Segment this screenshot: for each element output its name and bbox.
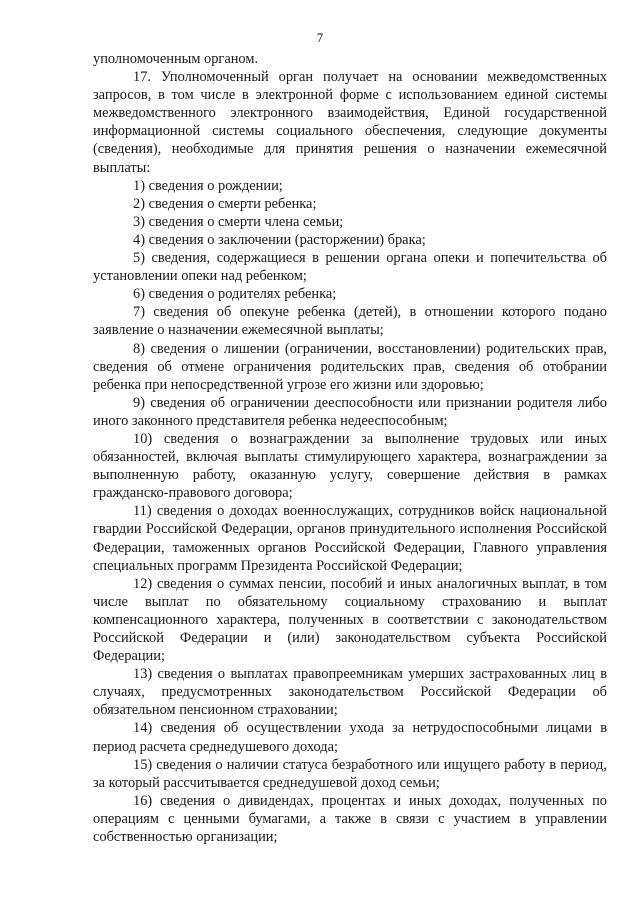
paragraph-item: 9) сведения об ограничении дееспособности или признании родителя либо иного законного представителя ребенка недееспособным; xyxy=(93,394,607,429)
paragraph-item: 12) сведения о суммах пенсии, пособий и иных аналогичных выплат, в том числе выплат по обязательному социальному страхованию и выплат компенсационного характера, полученных в соответствии с законодательством Российской Федерации и (или) законодательством субъекта Российской Федерации; xyxy=(93,575,607,665)
paragraph-item: 5) сведения, содержащиеся в решении органа опеки и попечительства об установлении опеки над ребенком; xyxy=(93,250,607,285)
document-body xyxy=(93,50,607,846)
paragraph-item: 13) сведения о выплатах правопреемникам умерших застрахованных лиц в случаях, предусмотренных законодательством Российской Федерации об обязательном пенсионном страховании; xyxy=(93,666,607,719)
paragraph-item: 8) сведения о лишении (ограничении, восстановлении) родительских прав, сведения об отмене ограничения родительских прав, сведения об отобрании ребенка при непосредственной угрозе его жизни или здоровью; xyxy=(93,340,607,393)
paragraph-item: 7) сведения об опекуне ребенка (детей), в отношении которого подано заявление о назначении ежемесячной выплаты; xyxy=(93,304,607,339)
paragraph-item: 1) сведения о рождении; xyxy=(133,177,283,194)
paragraph-item: 11) сведения о доходах военнослужащих, сотрудников войск национальной гвардии Российской Федерации, органов принудительного исполнения Российской Федерации, таможенных органов Российской Федерации, Главного управления специальных программ Президента Российской Федерации; xyxy=(93,503,607,574)
paragraph-item: 10) сведения о вознаграждении за выполнение трудовых или иных обязанностей, включая выплаты стимулирующего характера, вознаграждении за выполненную работу, оказанную услугу, совершение действия в рамках гражданско-правового договора; xyxy=(93,430,607,502)
paragraph-item: 4) сведения о заключении (расторжении) брака; xyxy=(133,231,426,248)
paragraph-item: 14) сведения об осуществлении ухода за нетрудоспособными лицами в период расчета среднедушевого дохода; xyxy=(93,720,607,755)
paragraph-item: 17. Уполномоченный орган получает на основании межведомственных запросов, в том числе в электронной форме с использованием единой системы межведомственного электронного взаимодействия, Единой государственной информационной системы социального обеспечения, следующие документы (сведения), необходимые для принятия решения о назначении ежемесячной выплаты: xyxy=(93,69,607,176)
paragraph-item: 16) сведения о дивидендах, процентах и иных доходах, полученных по операциям с ценными бумагами, а также в связи с участием в управлении собственностью организации; xyxy=(93,792,607,846)
paragraph-item: 3) сведения о смерти члена семьи; xyxy=(133,213,344,230)
paragraph-item: 15) сведения о наличии статуса безработного или ищущего работу в период, за который рассчитывается среднедушевой доход семьи; xyxy=(93,756,607,791)
page-number: 7 xyxy=(316,30,324,45)
continued-paragraph: уполномоченным органом. xyxy=(93,51,259,67)
paragraph-item: 2) сведения о смерти ребенка; xyxy=(133,195,317,212)
paragraph-item: 6) сведения о родителях ребенка; xyxy=(133,286,337,303)
